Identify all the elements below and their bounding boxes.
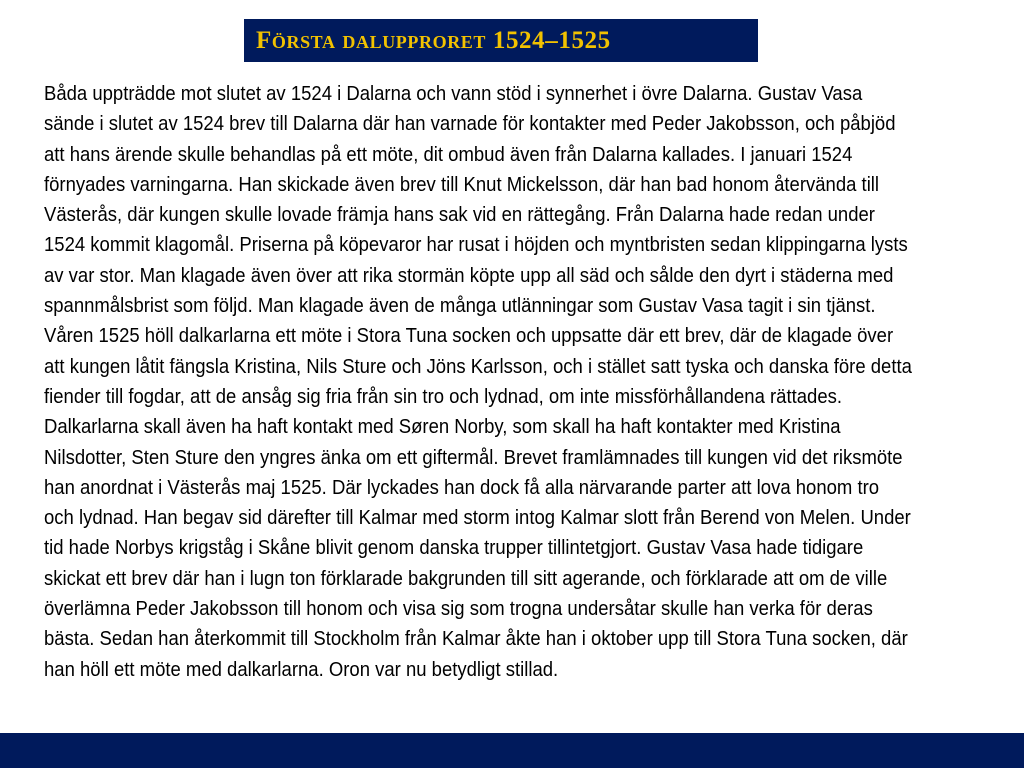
slide-body-text: Båda uppträdde mot slutet av 1524 i Dalarna och vann stöd i synnerhet i övre Dalarna. Gustav Vasa sände i slutet av 1524 brev till Dalarna där han varnade för kontakter med Peder Jakobsson, och påbjöd att hans ärende skulle behandlas på ett möte, dit ombud även från Dalarna kallades. I januari 1524 förnyades varningarna. Han skickade även brev till Knut Mickelsson, där han bad honom återvända till Västerås, där kungen skulle lovade främja hans sak vid en rättegång. Från Dalarna hade redan under 1524 kommit klagomål. Priserna på köpevaror har rusat i höjden och myntbristen sedan klippingarna lysts av var stor. Man klagade även över att rika stormän köpte upp all säd och sålde den dyrt i städerna med spannmålsbrist som följd. Man klagade även de många utlänningar som Gustav Vasa tagit i sin tjänst. Våren 1525 höll dalkarlarna ett möte i Stora Tuna socken och uppsatte där ett brev, där de klagade över att kungen låtit fängsla Kristina, Nils Sture och Jöns Karlsson, och i stället satt tyska och danska före detta fiender till fogdar, att de ansåg sig fria från sin tro och lydnad, om inte missförhållandena rättades. Dalkarlarna skall även ha haft kontakt med Søren Norby, som skall ha haft kontakter med Kristina Nilsdotter, Sten Sture den yngres änka om ett giftermål. Brevet framlämnades till kungen vid det riksmöte han anordnat i Västerås maj 1525. Där lyckades han dock få alla närvarande parter att lova honom tro och lydnad. Han begav sid därefter till Kalmar med storm intog Kalmar slott från Berend von Melen. Under tid hade Norbys krigståg i Skåne blivit genom danska trupper tillintetgjort. Gustav Vasa hade tidigare skickat ett brev där han i lugn ton förklarade bakgrunden till sitt agerande, och förklarade att om de ville överlämna Peder Jakobsson till honom och visa sig som trogna undersåtar skulle han verka för deras bästa. Sedan han återkommit till Stockholm från Kalmar åkte han i oktober upp till Stora Tuna socken, där han höll ett möte med dalkarlarna. Oron var nu betydligt stillad. (44, 83, 912, 681)
slide-title-box (244, 19, 758, 62)
footer-bar (0, 733, 1024, 768)
slide-title: Första dalupproret 1524–1525 (256, 26, 611, 54)
